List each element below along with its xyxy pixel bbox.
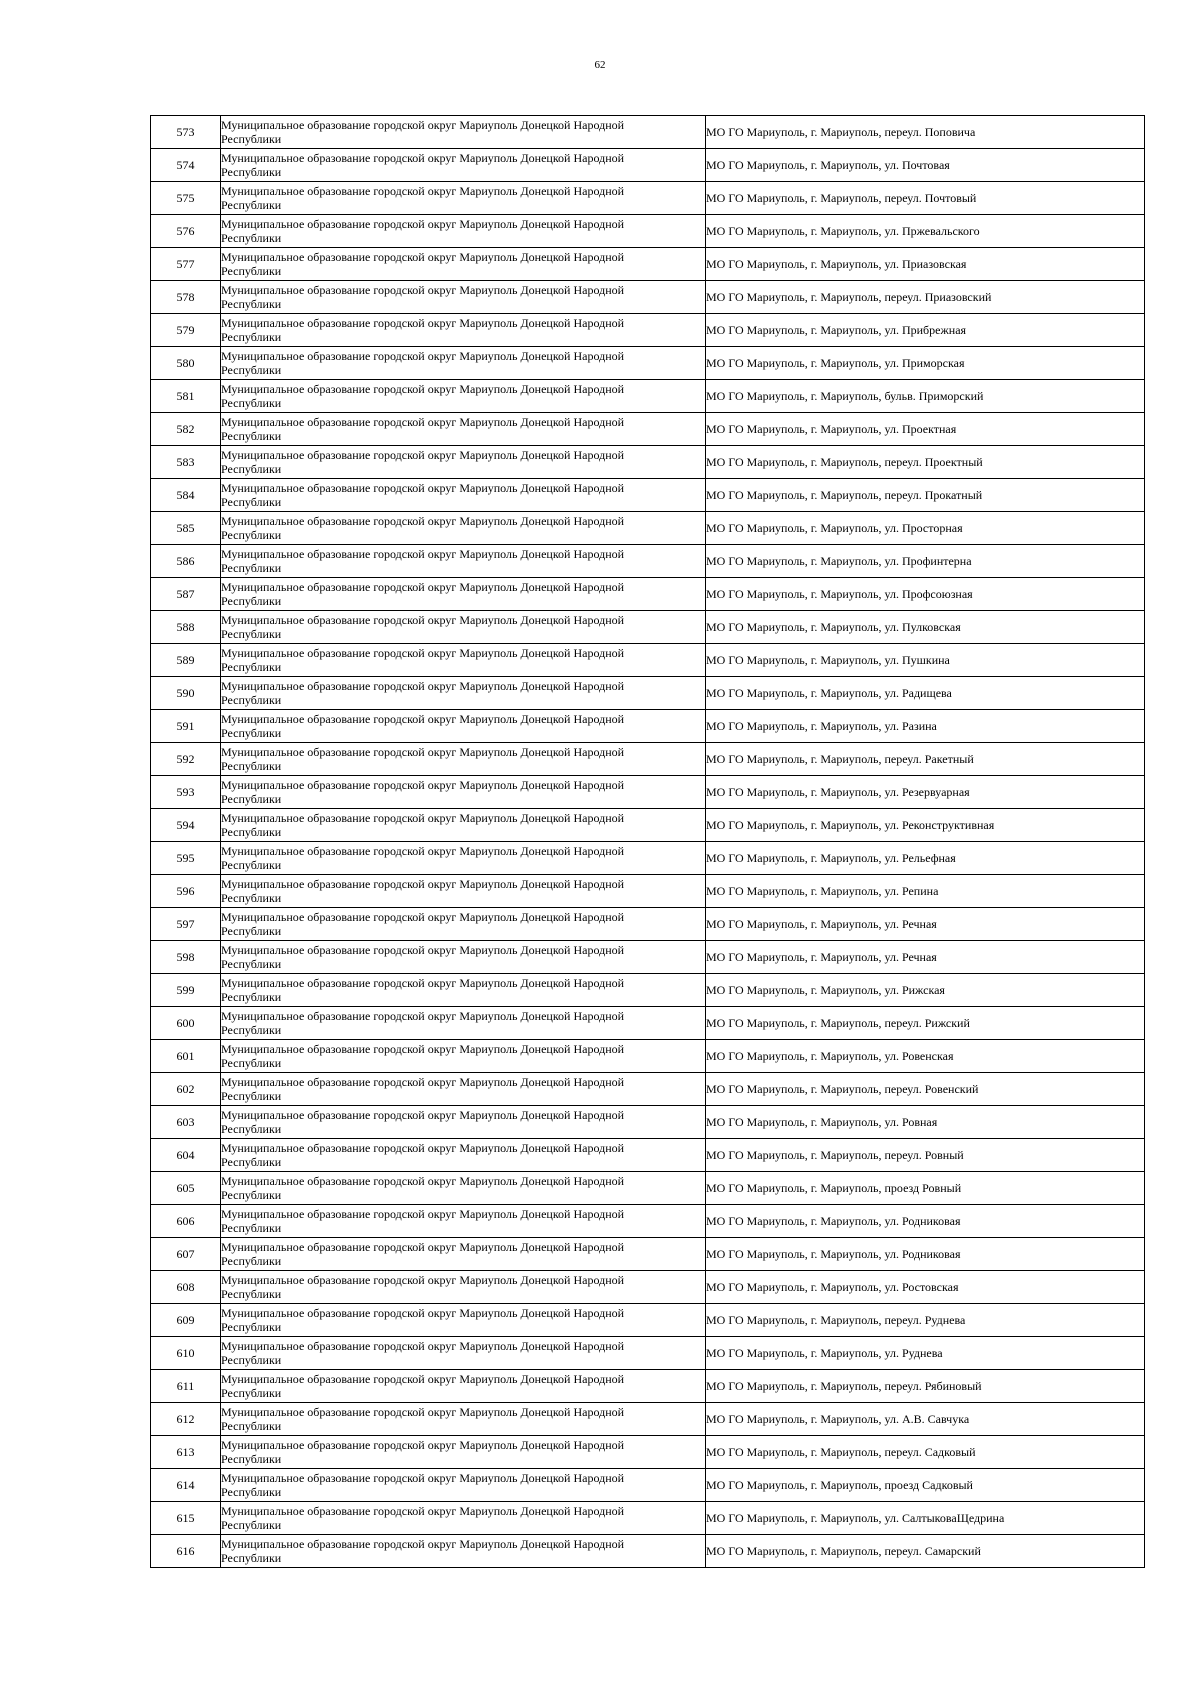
table-row	[151, 1370, 1145, 1403]
owner-cell	[221, 842, 706, 875]
row-number-cell: 615	[151, 1502, 221, 1535]
table-row	[151, 1502, 1145, 1535]
table-row	[151, 875, 1145, 908]
address-cell: МО ГО Мариуполь, г. Мариуполь, ул. Почтовая	[706, 149, 1145, 182]
registry-table	[150, 115, 1145, 1568]
row-number-cell: 611	[151, 1370, 221, 1403]
owner-cell	[221, 149, 706, 182]
owner-line-1: Муниципальное образование городской округ Мариуполь Донецкой Народной	[221, 844, 625, 858]
owner-line-2: Республики	[221, 297, 282, 311]
owner-cell	[221, 248, 706, 281]
address-cell: МО ГО Мариуполь, г. Мариуполь, переул. Проектный	[706, 446, 1145, 479]
row-number-cell: 593	[151, 776, 221, 809]
address-cell: МО ГО Мариуполь, г. Мариуполь, переул. Ровный	[706, 1139, 1145, 1172]
owner-line-1: Муниципальное образование городской округ Мариуполь Донецкой Народной	[221, 316, 625, 330]
table-row	[151, 941, 1145, 974]
owner-cell	[221, 215, 706, 248]
owner-line-2: Республики	[221, 462, 282, 476]
address-cell: МО ГО Мариуполь, г. Мариуполь, переул. Садковый	[706, 1436, 1145, 1469]
table-row	[151, 347, 1145, 380]
owner-line-1: Муниципальное образование городской округ Мариуполь Донецкой Народной	[221, 415, 625, 429]
address-cell: МО ГО Мариуполь, г. Мариуполь, переул. Ракетный	[706, 743, 1145, 776]
owner-line-1: Муниципальное образование городской округ Мариуполь Донецкой Народной	[221, 1273, 625, 1287]
owner-line-2: Республики	[221, 1551, 282, 1565]
row-number-cell: 597	[151, 908, 221, 941]
row-number-cell: 586	[151, 545, 221, 578]
owner-cell	[221, 1139, 706, 1172]
owner-line-1: Муниципальное образование городской округ Мариуполь Донецкой Народной	[221, 1471, 625, 1485]
owner-line-2: Республики	[221, 132, 282, 146]
row-number-cell: 582	[151, 413, 221, 446]
owner-line-1: Муниципальное образование городской округ Мариуполь Донецкой Народной	[221, 1306, 625, 1320]
owner-line-2: Республики	[221, 858, 282, 872]
address-cell: МО ГО Мариуполь, г. Мариуполь, ул. А.В. Савчука	[706, 1403, 1145, 1436]
owner-cell	[221, 1040, 706, 1073]
row-number-cell: 594	[151, 809, 221, 842]
address-cell: МО ГО Мариуполь, г. Мариуполь, переул. Почтовый	[706, 182, 1145, 215]
owner-cell	[221, 1271, 706, 1304]
owner-cell	[221, 1106, 706, 1139]
owner-line-1: Муниципальное образование городской округ Мариуполь Донецкой Народной	[221, 1042, 625, 1056]
table-row	[151, 1007, 1145, 1040]
owner-cell	[221, 545, 706, 578]
row-number-cell: 598	[151, 941, 221, 974]
owner-line-1: Муниципальное образование городской округ Мариуполь Донецкой Народной	[221, 448, 625, 462]
table-row	[151, 1205, 1145, 1238]
owner-line-2: Республики	[221, 1320, 282, 1334]
owner-line-1: Муниципальное образование городской округ Мариуполь Донецкой Народной	[221, 349, 625, 363]
owner-cell	[221, 347, 706, 380]
owner-cell	[221, 809, 706, 842]
table-row	[151, 1073, 1145, 1106]
owner-line-1: Муниципальное образование городской округ Мариуполь Донецкой Народной	[221, 778, 625, 792]
owner-line-1: Муниципальное образование городской округ Мариуполь Донецкой Народной	[221, 514, 625, 528]
address-cell: МО ГО Мариуполь, г. Мариуполь, ул. Руднева	[706, 1337, 1145, 1370]
address-cell: МО ГО Мариуполь, г. Мариуполь, ул. Пушкина	[706, 644, 1145, 677]
owner-cell	[221, 611, 706, 644]
owner-line-2: Республики	[221, 1287, 282, 1301]
owner-cell	[221, 1073, 706, 1106]
owner-line-1: Муниципальное образование городской округ Мариуполь Донецкой Народной	[221, 1372, 625, 1386]
owner-line-1: Муниципальное образование городской округ Мариуполь Донецкой Народной	[221, 118, 625, 132]
row-number-cell: 612	[151, 1403, 221, 1436]
owner-line-2: Республики	[221, 495, 282, 509]
table-row	[151, 446, 1145, 479]
owner-cell	[221, 1502, 706, 1535]
address-cell: МО ГО Мариуполь, г. Мариуполь, ул. Ровная	[706, 1106, 1145, 1139]
row-number-cell: 590	[151, 677, 221, 710]
table-row	[151, 248, 1145, 281]
owner-line-2: Республики	[221, 1485, 282, 1499]
row-number-cell: 605	[151, 1172, 221, 1205]
owner-cell	[221, 1370, 706, 1403]
owner-cell	[221, 578, 706, 611]
table-row	[151, 1304, 1145, 1337]
registry-table-body	[151, 116, 1145, 1568]
row-number-cell: 610	[151, 1337, 221, 1370]
address-cell: МО ГО Мариуполь, г. Мариуполь, ул. СалтыковаЩедрина	[706, 1502, 1145, 1535]
address-cell: МО ГО Мариуполь, г. Мариуполь, ул. Разина	[706, 710, 1145, 743]
owner-cell	[221, 1172, 706, 1205]
owner-line-2: Республики	[221, 1353, 282, 1367]
owner-cell	[221, 941, 706, 974]
owner-line-2: Республики	[221, 759, 282, 773]
address-cell: МО ГО Мариуполь, г. Мариуполь, ул. Репина	[706, 875, 1145, 908]
row-number-cell: 607	[151, 1238, 221, 1271]
address-cell: МО ГО Мариуполь, г. Мариуполь, ул. Родниковая	[706, 1238, 1145, 1271]
row-number-cell: 596	[151, 875, 221, 908]
row-number-cell: 576	[151, 215, 221, 248]
table-row	[151, 1436, 1145, 1469]
owner-cell	[221, 1337, 706, 1370]
table-row	[151, 743, 1145, 776]
table-row	[151, 842, 1145, 875]
owner-line-2: Республики	[221, 1023, 282, 1037]
table-row	[151, 974, 1145, 1007]
table-row	[151, 380, 1145, 413]
address-cell: МО ГО Мариуполь, г. Мариуполь, ул. Реконструктивная	[706, 809, 1145, 842]
address-cell: МО ГО Мариуполь, г. Мариуполь, ул. Речная	[706, 941, 1145, 974]
address-cell: МО ГО Мариуполь, г. Мариуполь, ул. Приазовская	[706, 248, 1145, 281]
owner-line-2: Республики	[221, 264, 282, 278]
owner-line-2: Республики	[221, 660, 282, 674]
owner-cell	[221, 512, 706, 545]
address-cell: МО ГО Мариуполь, г. Мариуполь, переул. Ровенский	[706, 1073, 1145, 1106]
owner-cell	[221, 1535, 706, 1568]
owner-cell	[221, 743, 706, 776]
table-row	[151, 1403, 1145, 1436]
address-cell: МО ГО Мариуполь, г. Мариуполь, бульв. Приморский	[706, 380, 1145, 413]
owner-line-2: Республики	[221, 1419, 282, 1433]
owner-line-2: Республики	[221, 693, 282, 707]
address-cell: МО ГО Мариуполь, г. Мариуполь, ул. Рижская	[706, 974, 1145, 1007]
owner-line-1: Муниципальное образование городской округ Мариуполь Донецкой Народной	[221, 184, 625, 198]
row-number-cell: 580	[151, 347, 221, 380]
owner-line-1: Муниципальное образование городской округ Мариуполь Донецкой Народной	[221, 745, 625, 759]
address-cell: МО ГО Мариуполь, г. Мариуполь, ул. Профинтерна	[706, 545, 1145, 578]
table-row	[151, 710, 1145, 743]
row-number-cell: 573	[151, 116, 221, 149]
address-cell: МО ГО Мариуполь, г. Мариуполь, ул. Профсоюзная	[706, 578, 1145, 611]
owner-cell	[221, 677, 706, 710]
owner-line-2: Республики	[221, 1221, 282, 1235]
row-number-cell: 587	[151, 578, 221, 611]
table-row	[151, 1106, 1145, 1139]
table-row	[151, 809, 1145, 842]
row-number-cell: 595	[151, 842, 221, 875]
owner-line-2: Республики	[221, 1155, 282, 1169]
owner-line-2: Республики	[221, 957, 282, 971]
owner-line-2: Республики	[221, 1254, 282, 1268]
table-row	[151, 479, 1145, 512]
table-row	[151, 1271, 1145, 1304]
owner-line-1: Муниципальное образование городской округ Мариуполь Донецкой Народной	[221, 382, 625, 396]
owner-line-1: Муниципальное образование городской округ Мариуполь Донецкой Народной	[221, 1075, 625, 1089]
owner-line-1: Муниципальное образование городской округ Мариуполь Донецкой Народной	[221, 1108, 625, 1122]
table-row	[151, 116, 1145, 149]
address-cell: МО ГО Мариуполь, г. Мариуполь, ул. Приморская	[706, 347, 1145, 380]
owner-cell	[221, 380, 706, 413]
owner-line-2: Республики	[221, 528, 282, 542]
address-cell: МО ГО Мариуполь, г. Мариуполь, ул. Пржевальского	[706, 215, 1145, 248]
address-cell: МО ГО Мариуполь, г. Мариуполь, ул. Пулковская	[706, 611, 1145, 644]
owner-line-1: Муниципальное образование городской округ Мариуполь Донецкой Народной	[221, 250, 625, 264]
address-cell: МО ГО Мариуполь, г. Мариуполь, переул. Приазовский	[706, 281, 1145, 314]
owner-cell	[221, 116, 706, 149]
owner-line-2: Республики	[221, 726, 282, 740]
owner-cell	[221, 314, 706, 347]
table-row	[151, 182, 1145, 215]
address-cell: МО ГО Мариуполь, г. Мариуполь, проезд Садковый	[706, 1469, 1145, 1502]
owner-line-2: Республики	[221, 1056, 282, 1070]
owner-cell	[221, 974, 706, 1007]
owner-cell	[221, 413, 706, 446]
address-cell: МО ГО Мариуполь, г. Мариуполь, ул. Просторная	[706, 512, 1145, 545]
row-number-cell: 583	[151, 446, 221, 479]
owner-cell	[221, 1403, 706, 1436]
owner-cell	[221, 1304, 706, 1337]
row-number-cell: 589	[151, 644, 221, 677]
owner-line-2: Республики	[221, 1452, 282, 1466]
owner-line-2: Республики	[221, 561, 282, 575]
owner-line-1: Муниципальное образование городской округ Мариуполь Донецкой Народной	[221, 580, 625, 594]
row-number-cell: 584	[151, 479, 221, 512]
table-row	[151, 611, 1145, 644]
row-number-cell: 577	[151, 248, 221, 281]
table-row	[151, 1172, 1145, 1205]
owner-line-2: Республики	[221, 1518, 282, 1532]
owner-cell	[221, 875, 706, 908]
owner-cell	[221, 908, 706, 941]
owner-line-2: Республики	[221, 198, 282, 212]
row-number-cell: 592	[151, 743, 221, 776]
table-row	[151, 314, 1145, 347]
table-row	[151, 512, 1145, 545]
address-cell: МО ГО Мариуполь, г. Мариуполь, переул. Руднева	[706, 1304, 1145, 1337]
address-cell: МО ГО Мариуполь, г. Мариуполь, ул. Ровенская	[706, 1040, 1145, 1073]
table-row	[151, 1139, 1145, 1172]
owner-line-1: Муниципальное образование городской округ Мариуполь Донецкой Народной	[221, 679, 625, 693]
address-cell: МО ГО Мариуполь, г. Мариуполь, переул. Самарский	[706, 1535, 1145, 1568]
page-number: 62	[594, 59, 606, 71]
table-row	[151, 776, 1145, 809]
row-number-cell: 574	[151, 149, 221, 182]
owner-line-1: Муниципальное образование городской округ Мариуполь Донецкой Народной	[221, 1240, 625, 1254]
owner-line-2: Республики	[221, 363, 282, 377]
owner-cell	[221, 479, 706, 512]
table-row	[151, 578, 1145, 611]
owner-line-2: Республики	[221, 990, 282, 1004]
table-row	[151, 413, 1145, 446]
owner-line-1: Муниципальное образование городской округ Мариуполь Донецкой Народной	[221, 1339, 625, 1353]
row-number-cell: 613	[151, 1436, 221, 1469]
owner-line-2: Республики	[221, 891, 282, 905]
address-cell: МО ГО Мариуполь, г. Мариуполь, переул. Поповича	[706, 116, 1145, 149]
owner-line-1: Муниципальное образование городской округ Мариуполь Донецкой Народной	[221, 910, 625, 924]
owner-line-1: Муниципальное образование городской округ Мариуполь Донецкой Народной	[221, 1438, 625, 1452]
owner-cell	[221, 1007, 706, 1040]
owner-line-1: Муниципальное образование городской округ Мариуполь Донецкой Народной	[221, 877, 625, 891]
owner-line-2: Республики	[221, 330, 282, 344]
owner-line-1: Муниципальное образование городской округ Мариуполь Донецкой Народной	[221, 1141, 625, 1155]
table-row	[151, 281, 1145, 314]
owner-cell	[221, 1436, 706, 1469]
row-number-cell: 604	[151, 1139, 221, 1172]
address-cell: МО ГО Мариуполь, г. Мариуполь, ул. Ростовская	[706, 1271, 1145, 1304]
owner-line-1: Муниципальное образование городской округ Мариуполь Донецкой Народной	[221, 1537, 625, 1551]
table-row	[151, 1469, 1145, 1502]
owner-line-1: Муниципальное образование городской округ Мариуполь Донецкой Народной	[221, 547, 625, 561]
row-number-cell: 599	[151, 974, 221, 1007]
owner-line-1: Муниципальное образование городской округ Мариуполь Донецкой Народной	[221, 1207, 625, 1221]
table-row	[151, 644, 1145, 677]
owner-line-1: Муниципальное образование городской округ Мариуполь Донецкой Народной	[221, 481, 625, 495]
owner-line-1: Муниципальное образование городской округ Мариуполь Донецкой Народной	[221, 283, 625, 297]
address-cell: МО ГО Мариуполь, г. Мариуполь, ул. Проектная	[706, 413, 1145, 446]
address-cell: МО ГО Мариуполь, г. Мариуполь, переул. Прокатный	[706, 479, 1145, 512]
owner-cell	[221, 710, 706, 743]
owner-cell	[221, 1469, 706, 1502]
owner-line-2: Республики	[221, 429, 282, 443]
table-row	[151, 545, 1145, 578]
owner-cell	[221, 446, 706, 479]
owner-line-2: Республики	[221, 1089, 282, 1103]
row-number-cell: 588	[151, 611, 221, 644]
owner-line-1: Муниципальное образование городской округ Мариуполь Донецкой Народной	[221, 1405, 625, 1419]
address-cell: МО ГО Мариуполь, г. Мариуполь, переул. Рябиновый	[706, 1370, 1145, 1403]
owner-line-2: Республики	[221, 1386, 282, 1400]
address-cell: МО ГО Мариуполь, г. Мариуполь, ул. Родниковая	[706, 1205, 1145, 1238]
owner-line-1: Муниципальное образование городской округ Мариуполь Донецкой Народной	[221, 811, 625, 825]
owner-line-1: Муниципальное образование городской округ Мариуполь Донецкой Народной	[221, 1174, 625, 1188]
owner-line-2: Республики	[221, 594, 282, 608]
owner-line-1: Муниципальное образование городской округ Мариуполь Донецкой Народной	[221, 1009, 625, 1023]
address-cell: МО ГО Мариуполь, г. Мариуполь, проезд Ровный	[706, 1172, 1145, 1205]
address-cell: МО ГО Мариуполь, г. Мариуполь, ул. Рельефная	[706, 842, 1145, 875]
owner-cell	[221, 644, 706, 677]
owner-line-1: Муниципальное образование городской округ Мариуполь Донецкой Народной	[221, 646, 625, 660]
table-row	[151, 1238, 1145, 1271]
address-cell: МО ГО Мариуполь, г. Мариуполь, ул. Радищева	[706, 677, 1145, 710]
owner-line-1: Муниципальное образование городской округ Мариуполь Донецкой Народной	[221, 712, 625, 726]
owner-line-2: Республики	[221, 1122, 282, 1136]
owner-cell	[221, 1238, 706, 1271]
owner-line-1: Муниципальное образование городской округ Мариуполь Донецкой Народной	[221, 1504, 625, 1518]
row-number-cell: 575	[151, 182, 221, 215]
row-number-cell: 606	[151, 1205, 221, 1238]
table-row	[151, 1337, 1145, 1370]
owner-line-2: Республики	[221, 825, 282, 839]
owner-cell	[221, 1205, 706, 1238]
owner-line-1: Муниципальное образование городской округ Мариуполь Донецкой Народной	[221, 217, 625, 231]
owner-cell	[221, 281, 706, 314]
row-number-cell: 614	[151, 1469, 221, 1502]
owner-line-1: Муниципальное образование городской округ Мариуполь Донецкой Народной	[221, 613, 625, 627]
table-row	[151, 908, 1145, 941]
row-number-cell: 608	[151, 1271, 221, 1304]
row-number-cell: 616	[151, 1535, 221, 1568]
address-cell: МО ГО Мариуполь, г. Мариуполь, ул. Резервуарная	[706, 776, 1145, 809]
row-number-cell: 609	[151, 1304, 221, 1337]
address-cell: МО ГО Мариуполь, г. Мариуполь, ул. Прибрежная	[706, 314, 1145, 347]
row-number-cell: 600	[151, 1007, 221, 1040]
row-number-cell: 591	[151, 710, 221, 743]
row-number-cell: 581	[151, 380, 221, 413]
owner-line-2: Республики	[221, 792, 282, 806]
owner-line-1: Муниципальное образование городской округ Мариуполь Донецкой Народной	[221, 976, 625, 990]
row-number-cell: 603	[151, 1106, 221, 1139]
owner-line-2: Республики	[221, 231, 282, 245]
table-row	[151, 677, 1145, 710]
row-number-cell: 579	[151, 314, 221, 347]
owner-line-1: Муниципальное образование городской округ Мариуполь Донецкой Народной	[221, 151, 625, 165]
table-row	[151, 1535, 1145, 1568]
owner-cell	[221, 776, 706, 809]
row-number-cell: 578	[151, 281, 221, 314]
table-row	[151, 149, 1145, 182]
owner-line-2: Республики	[221, 1188, 282, 1202]
owner-line-1: Муниципальное образование городской округ Мариуполь Донецкой Народной	[221, 943, 625, 957]
table-row	[151, 1040, 1145, 1073]
address-cell: МО ГО Мариуполь, г. Мариуполь, переул. Рижский	[706, 1007, 1145, 1040]
owner-line-2: Республики	[221, 396, 282, 410]
address-cell: МО ГО Мариуполь, г. Мариуполь, ул. Речная	[706, 908, 1145, 941]
owner-line-2: Республики	[221, 165, 282, 179]
table-row	[151, 215, 1145, 248]
owner-line-2: Республики	[221, 627, 282, 641]
row-number-cell: 585	[151, 512, 221, 545]
owner-cell	[221, 182, 706, 215]
row-number-cell: 602	[151, 1073, 221, 1106]
owner-line-2: Республики	[221, 924, 282, 938]
row-number-cell: 601	[151, 1040, 221, 1073]
